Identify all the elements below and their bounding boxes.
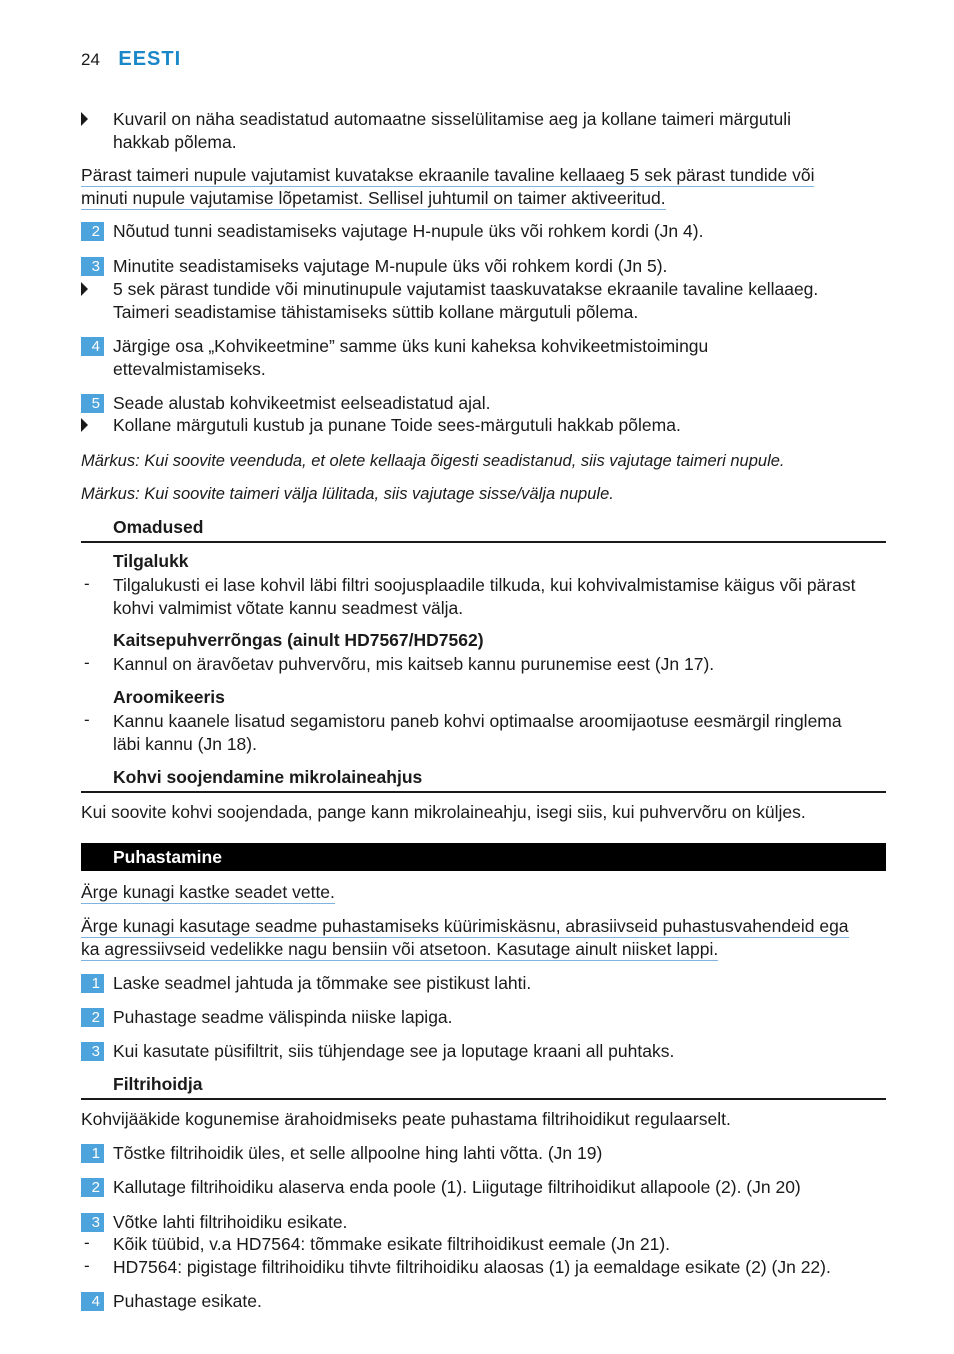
step-text: Laske seadmel jahtuda ja tõmmake see pistikust lahti. — [113, 973, 532, 993]
page-number: 24 — [81, 50, 100, 69]
step-text: Seade alustab kohvikeetmist eelseadistatud ajal. — [113, 393, 491, 413]
section-rule — [81, 791, 886, 793]
bullet-icon — [81, 282, 88, 296]
section-heading: Filtrihoidja — [113, 1074, 203, 1094]
section-rule — [81, 541, 886, 543]
page-header — [81, 48, 181, 71]
step-number: 1 — [81, 1144, 104, 1163]
step-text: ettevalmistamiseks. — [113, 359, 266, 379]
step-number: 3 — [81, 257, 104, 276]
dash-marker: - — [84, 1256, 90, 1275]
step-number: 4 — [81, 1292, 104, 1311]
section-heading: Kohvi soojendamine mikrolaineahjus — [113, 767, 423, 787]
dash-marker: - — [84, 1233, 90, 1252]
bullet-text: Kuvaril on näha seadistatud automaatne sisselülitamise aeg ja kollane taimeri märgutuli — [113, 109, 792, 129]
warning-text: ka agressiivseid vedelikke nagu bensiin või atsetoon. Kasutage ainult niisket lappi. — [81, 939, 719, 959]
step-text: Puhastage seadme välispinda niiske lapiga. — [113, 1007, 453, 1027]
note-text: minuti nupule vajutamise lõpetamist. Sellisel juhtumil on taimer aktiveeritud. — [81, 188, 666, 208]
step-text: Järgige osa „Kohvikeetmine” samme üks kuni kaheksa kohvikeetmistoimingu — [113, 336, 709, 356]
step-text: Minutite seadistamiseks vajutage M-nupule üks või rohkem kordi (Jn 5). — [113, 256, 668, 276]
step-text: Võtke lahti filtrihoidiku esikate. — [113, 1212, 348, 1232]
step-number: 2 — [81, 222, 104, 241]
body-text: HD7564: pigistage filtrihoidiku tihvte filtrihoidiku alaosas (1) ja eemaldage esikate (2) (Jn 22). — [113, 1257, 831, 1277]
step-text: Kui kasutate püsifiltrit, siis tühjendage see ja loputage kraani all puhtaks. — [113, 1041, 675, 1061]
step-number: 2 — [81, 1008, 104, 1027]
subsection-heading: Kaitsepuhverrõngas (ainult HD7567/HD7562) — [113, 630, 484, 650]
dash-marker: - — [84, 710, 90, 729]
step-number: 1 — [81, 974, 104, 993]
section-rule — [81, 1098, 886, 1100]
remark-text: Märkus: Kui soovite taimeri välja lülitada, siis vajutage sisse/välja nupule. — [81, 485, 614, 503]
step-text: Nõutud tunni seadistamiseks vajutage H-nupule üks või rohkem kordi (Jn 4). — [113, 221, 704, 241]
step-number: 2 — [81, 1178, 104, 1197]
remark-text: Märkus: Kui soovite veenduda, et olete kellaaja õigesti seadistanud, siis vajutage taimeri nupule. — [81, 452, 785, 470]
step-text: Kallutage filtrihoidiku alaserva enda poole (1). Liigutage filtrihoidikut allapoole (2). (Jn 20) — [113, 1177, 801, 1197]
step-number: 3 — [81, 1042, 104, 1061]
bullet-icon — [81, 112, 88, 126]
language-label: EESTI — [118, 48, 182, 70]
warning-text: Ärge kunagi kastke seadet vette. — [81, 882, 335, 902]
bullet-icon — [81, 418, 88, 432]
body-text: kohvi valmimist võtate kannu seadmest välja. — [113, 598, 464, 618]
body-text: Kõik tüübid, v.a HD7564: tõmmake esikate filtrihoidikust eemale (Jn 21). — [113, 1234, 671, 1254]
dash-marker: - — [84, 574, 90, 593]
subsection-heading: Tilgalukk — [113, 551, 189, 571]
section-heading: Puhastamine — [113, 847, 222, 867]
bullet-text: Taimeri seadistamise tähistamiseks süttib kollane märgutuli põlema. — [113, 302, 639, 322]
step-number: 5 — [81, 394, 104, 413]
step-number: 4 — [81, 337, 104, 356]
section-bar — [81, 843, 886, 871]
dash-marker: - — [84, 653, 90, 672]
body-text: Kannu kaanele lisatud segamistoru paneb kohvi optimaalse aroomijaotuse eesmärgil ringlema — [113, 711, 842, 731]
body-text: Tilgalukusti ei lase kohvil läbi filtri soojusplaadile tilkuda, kui kohvivalmistamise käigus või pärast — [113, 575, 856, 595]
body-text: Kohvijääkide kogunemise ärahoidmiseks peate puhastama filtrihoidikut regulaarselt. — [81, 1109, 731, 1129]
body-text: läbi kannu (Jn 18). — [113, 734, 257, 754]
warning-text: Ärge kunagi kasutage seadme puhastamiseks küürimiskäsnu, abrasiivseid puhastusvahendeid ega — [81, 916, 849, 936]
bullet-text: hakkab põlema. — [113, 132, 237, 152]
section-heading: Omadused — [113, 517, 204, 537]
body-text: Kannul on äravõetav puhvervõru, mis kaitseb kannu purunemise eest (Jn 17). — [113, 654, 715, 674]
subsection-heading: Aroomikeeris — [113, 687, 225, 707]
body-text: Kui soovite kohvi soojendada, pange kann mikrolaineahju, isegi siis, kui puhvervõru on küljes. — [81, 802, 806, 822]
bullet-text: 5 sek pärast tundide või minutinupule vajutamist taaskuvatakse ekraanile tavaline kellaaeg. — [113, 279, 819, 299]
step-text: Puhastage esikate. — [113, 1291, 262, 1311]
note-text: Pärast taimeri nupule vajutamist kuvatakse ekraanile tavaline kellaaeg 5 sek pärast tundide või — [81, 165, 815, 185]
step-number: 3 — [81, 1213, 104, 1232]
bullet-text: Kollane märgutuli kustub ja punane Toide sees-märgutuli hakkab põlema. — [113, 415, 681, 435]
step-text: Tõstke filtrihoidik üles, et selle allpoolne hing lahti võtta. (Jn 19) — [113, 1143, 603, 1163]
